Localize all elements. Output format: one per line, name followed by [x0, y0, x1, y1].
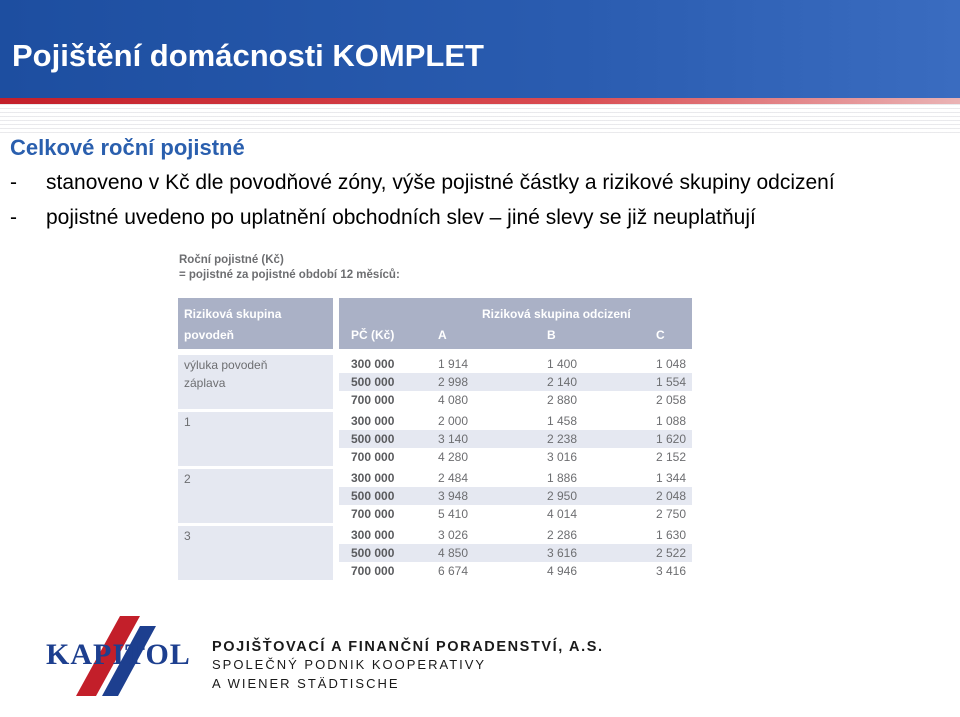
- table-cell-c: 2 058: [656, 393, 687, 407]
- table-cell-pc: 700 000: [351, 393, 395, 407]
- table-cell-b: 2 140: [547, 375, 578, 389]
- bullet-text: stanoveno v Kč dle povodňové zóny, výše pojistné částky a rizikové skupiny odcizení: [46, 171, 835, 194]
- table-cell-pc: 700 000: [351, 507, 395, 521]
- table-cell-a: 5 410: [438, 507, 469, 521]
- table-cell-a: 2 000: [438, 414, 469, 428]
- header-col-c: C: [656, 328, 665, 342]
- table-caption-line1: Roční pojistné (Kč): [179, 254, 284, 266]
- table-cell-a: 4 850: [438, 546, 469, 560]
- decorative-lines: [0, 104, 960, 134]
- header-theft-group-label: Riziková skupina odcizení: [482, 307, 631, 321]
- header-flood-line2: povodeň: [184, 328, 234, 342]
- table-cell-b: 4 014: [547, 507, 578, 521]
- table-cell-c: 3 416: [656, 564, 687, 578]
- flood-group-cell: [178, 412, 333, 466]
- table-cell-pc: 700 000: [351, 564, 395, 578]
- table-cell-b: 2 950: [547, 489, 578, 503]
- bullet-text: pojistné uvedeno po uplatnění obchodních slev – jiné slevy se již neuplatňují: [46, 206, 756, 229]
- table-cell-b: 2 286: [547, 528, 578, 542]
- table-cell-c: 2 152: [656, 450, 687, 464]
- table-cell-a: 4 080: [438, 393, 469, 407]
- table-cell-c: 1 620: [656, 432, 687, 446]
- flood-group-cell: [178, 355, 333, 409]
- table-cell-pc: 500 000: [351, 375, 395, 389]
- table-cell-a: 1 914: [438, 357, 469, 371]
- table-cell-c: 2 750: [656, 507, 687, 521]
- table-cell-pc: 500 000: [351, 546, 395, 560]
- table-cell-c: 2 048: [656, 489, 687, 503]
- premium-table-figure: [178, 253, 692, 578]
- table-cell-a: 3 140: [438, 432, 469, 446]
- flood-group-label: výluka povodeň: [184, 358, 268, 372]
- table-cell-a: 3 026: [438, 528, 469, 542]
- table-cell-c: 2 522: [656, 546, 687, 560]
- footer-subline2: A WIENER STÄDTISCHE: [212, 676, 400, 691]
- flood-group-label: 1: [184, 415, 191, 429]
- table-cell-c: 1 088: [656, 414, 687, 428]
- table-cell-pc: 300 000: [351, 471, 395, 485]
- table-cell-b: 1 458: [547, 414, 578, 428]
- flood-group-label: 2: [184, 472, 191, 486]
- table-cell-a: 2 998: [438, 375, 469, 389]
- table-cell-c: 1 344: [656, 471, 687, 485]
- header-col-a: A: [438, 328, 447, 342]
- table-cell-c: 1 630: [656, 528, 687, 542]
- table-cell-b: 4 946: [547, 564, 578, 578]
- kapitol-logo: [40, 612, 210, 698]
- bullet-item: [10, 206, 756, 230]
- page-title: Pojištění domácnosti KOMPLET: [12, 38, 484, 73]
- table-cell-a: 4 280: [438, 450, 469, 464]
- bullet-item: [10, 171, 835, 195]
- table-cell-b: 1 400: [547, 357, 578, 371]
- table-cell-c: 1 048: [656, 357, 687, 371]
- header-col-pc: PČ (Kč): [351, 328, 395, 342]
- table-cell-pc: 500 000: [351, 432, 395, 446]
- table-cell-b: 3 016: [547, 450, 578, 464]
- table-cell-b: 3 616: [547, 546, 578, 560]
- table-cell-pc: 300 000: [351, 414, 395, 428]
- flood-group-label-line2: záplava: [184, 376, 226, 390]
- flood-group-cell: [178, 526, 333, 580]
- header-flood-group: [178, 298, 333, 349]
- table-cell-pc: 700 000: [351, 450, 395, 464]
- table-cell-a: 2 484: [438, 471, 469, 485]
- table-cell-c: 1 554: [656, 375, 687, 389]
- flood-group-cell: [178, 469, 333, 523]
- table-cell-b: 2 238: [547, 432, 578, 446]
- table-cell-a: 6 674: [438, 564, 469, 578]
- footer-subline1: SPOLEČNÝ PODNIK KOOPERATIVY: [212, 657, 487, 672]
- footer-company-name: POJIŠŤOVACÍ A FINANČNÍ PORADENSTVÍ, A.S.: [212, 639, 604, 655]
- title-bar: [0, 0, 960, 98]
- header-flood-line1: Riziková skupina: [184, 307, 282, 321]
- table-cell-pc: 500 000: [351, 489, 395, 503]
- logo-text: KAPITOL: [46, 638, 191, 671]
- header-theft-group: [339, 298, 692, 349]
- header-col-b: B: [547, 328, 556, 342]
- bullet-dash: -: [10, 171, 17, 194]
- table-cell-pc: 300 000: [351, 528, 395, 542]
- section-subtitle: Celkové roční pojistné: [10, 135, 245, 160]
- flood-group-label: 3: [184, 529, 191, 543]
- table-cell-b: 2 880: [547, 393, 578, 407]
- table-cell-a: 3 948: [438, 489, 469, 503]
- table-caption-line2: = pojistné za pojistné období 12 měsíců:: [179, 269, 400, 281]
- bullet-dash: -: [10, 206, 17, 229]
- table-cell-b: 1 886: [547, 471, 578, 485]
- table-cell-pc: 300 000: [351, 357, 395, 371]
